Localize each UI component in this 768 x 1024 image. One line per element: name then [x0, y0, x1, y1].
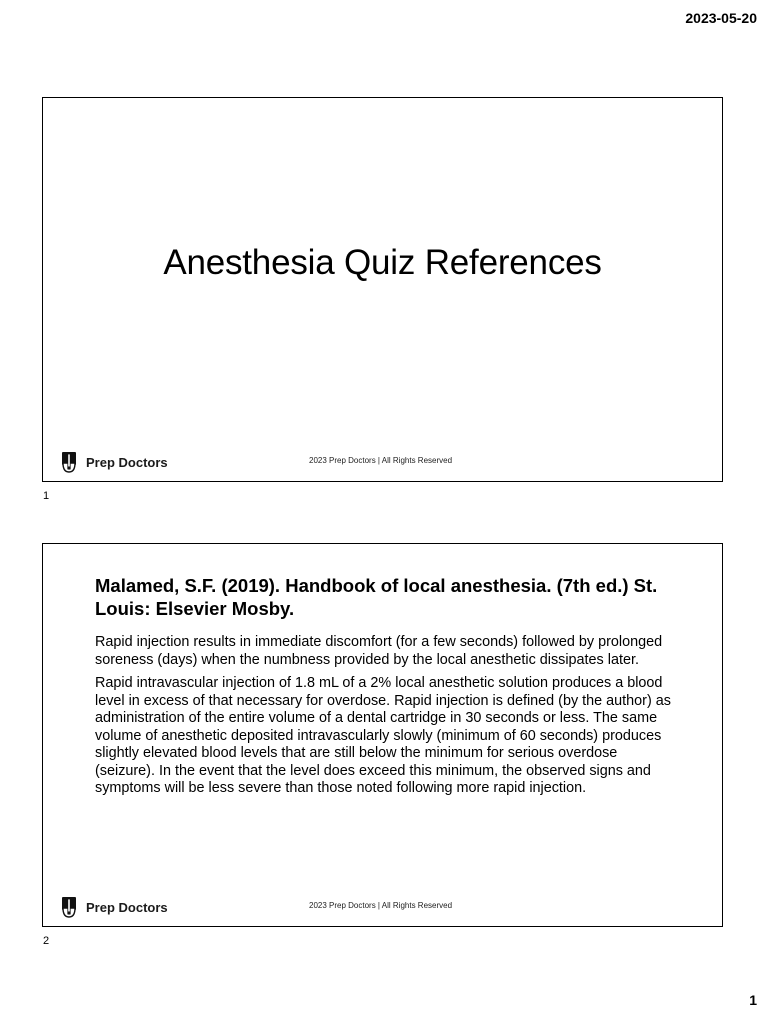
- print-date: 2023-05-20: [685, 10, 757, 26]
- page-number: 1: [749, 992, 757, 1008]
- slide-2: [42, 543, 723, 927]
- prep-doctors-logo: [61, 451, 168, 473]
- paragraph-1: Rapid injection results in immediate discomfort (for a few seconds) followed by prolonged soreness (days) when the numbness provided by the local anesthetic dissipates later.: [95, 634, 663, 668]
- paragraph-2: Rapid intravascular injection of 1.8 mL of a 2% local anesthetic solution produces a blood level in excess of that necessary for overdose. Rapid injection is defined (by the author) as administration of the entire volume of a dental cartridge in 30 seconds or less. The same volume of anesthetic deposited intravascularly slowly (minimum of 60 seconds) produces slightly elevated blood levels that are still below the minimum for serious overdose (seizure). In the event that the level does exceed this minimum, the observed signs and symptoms will be less severe than those noted following more rapid injection.: [95, 675, 671, 796]
- slide-index-2: 2: [43, 935, 50, 947]
- slide-content: [95, 574, 678, 804]
- prep-doctors-logo-icon: [61, 451, 77, 473]
- slide-index-1: 1: [43, 490, 50, 502]
- copyright-text: 2023 Prep Doctors | All Rights Reserved: [309, 456, 453, 465]
- slide-title: Anesthesia Quiz References: [163, 243, 602, 282]
- slide-footer: [61, 451, 704, 473]
- logo-text: Prep Doctors: [86, 899, 168, 915]
- slide-footer: [61, 896, 704, 918]
- prep-doctors-logo: [61, 896, 168, 918]
- reference-heading: Malamed, S.F. (2019). Handbook of local anesthesia. (7th ed.) St. Louis: Elsevier Mosby.: [95, 575, 658, 619]
- logo-text: Prep Doctors: [86, 454, 168, 470]
- prep-doctors-logo-icon: [61, 896, 77, 918]
- copyright-text: 2023 Prep Doctors | All Rights Reserved: [309, 901, 453, 910]
- slide-1: [42, 97, 723, 482]
